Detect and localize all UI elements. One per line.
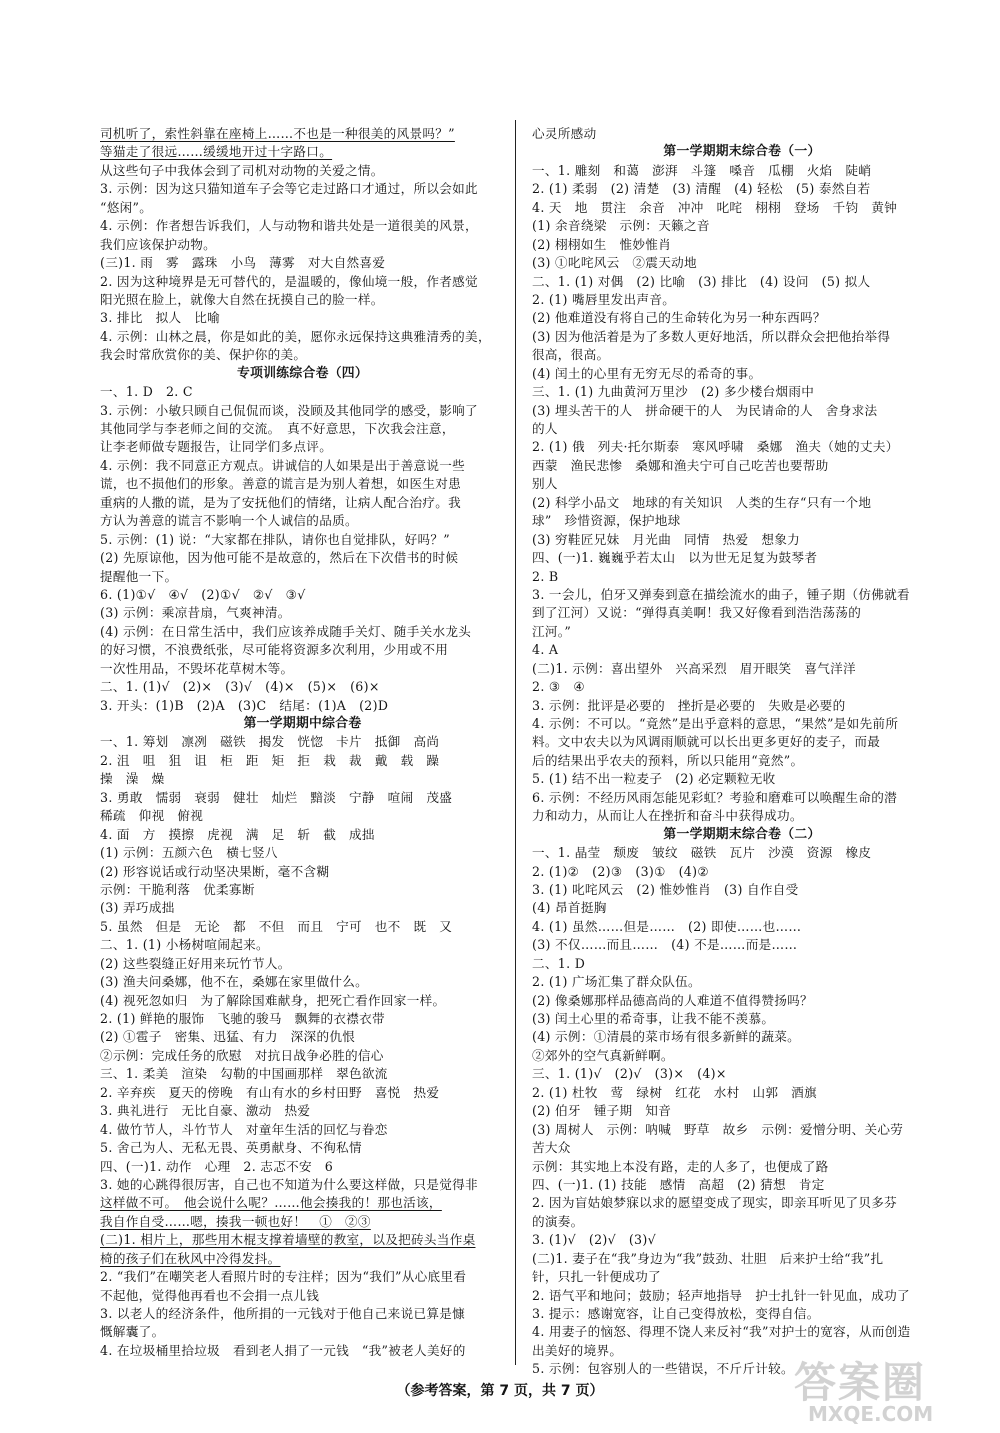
answer-line bbox=[100, 1084, 505, 1102]
answer-line bbox=[100, 918, 505, 936]
answer-text: (4) 闰土的心里有无穷无尽的希奇的事。 bbox=[532, 365, 762, 381]
answer-line bbox=[532, 291, 952, 309]
answer-line bbox=[532, 309, 952, 327]
answer-line bbox=[532, 438, 952, 456]
answer-text: (3) 示例：乘凉昔扇，气爽神清。 bbox=[100, 605, 291, 621]
answer-line bbox=[532, 162, 952, 180]
answer-line bbox=[100, 402, 505, 420]
answer-text: ②示例：完成任务的欣慰 对抗日战争必胜的信心 bbox=[100, 1047, 384, 1063]
answer-text: (3) ①叱咤风云 ②震天动地 bbox=[532, 255, 697, 271]
answer-text: 等猫走了很远……缓缓地开过十字路口。 bbox=[100, 144, 333, 160]
answer-text: (二)1. 妻子在“我”身边为“我”鼓劲、壮胆 后来护士给“我”扎 bbox=[532, 1250, 884, 1266]
answer-line bbox=[532, 254, 952, 272]
answer-line bbox=[532, 273, 952, 291]
answer-line bbox=[532, 1213, 952, 1231]
answer-text: (2) 这些裂缝正好用来玩竹节人。 bbox=[100, 955, 291, 971]
answer-line bbox=[100, 180, 505, 198]
section-heading bbox=[100, 365, 505, 383]
answer-text: 这样做不可。 他会说什么呢？……他会揍我的！那也活该， bbox=[100, 1195, 442, 1211]
answer-text: 二、1. (1)√ (2)× (3)√ (4)× (5)× (6)× bbox=[100, 679, 380, 695]
answer-line bbox=[532, 1139, 952, 1157]
answer-line bbox=[532, 678, 952, 696]
answer-line bbox=[532, 383, 952, 401]
answer-line bbox=[532, 199, 952, 217]
answer-line bbox=[100, 383, 505, 401]
answer-text: (2) 伯牙 锺子期 知音 bbox=[532, 1103, 672, 1119]
answer-text: (3) 埋头苦干的人 拼命硬干的人 为民请命的人 舍身求法 bbox=[532, 402, 878, 418]
answer-line bbox=[100, 1010, 505, 1028]
answer-text: 别人 bbox=[532, 476, 558, 492]
answer-text: 一、1. 雕刻 和蔼 澎湃 斗篷 嗓音 瓜棚 火焰 陡峭 bbox=[532, 162, 872, 178]
answer-line bbox=[532, 1028, 952, 1046]
answer-text: 2. (1) 杜牧 莺 绿树 红花 水村 山郭 酒旗 bbox=[532, 1084, 817, 1100]
column-divider bbox=[515, 120, 516, 1365]
answer-text: 方认为善意的谎言不影响一个人诚信的品质。 bbox=[100, 513, 358, 529]
answer-line bbox=[100, 568, 505, 586]
answer-text: 2. (1) 柔弱 (2) 清楚 (3) 清醒 (4) 轻松 (5) 泰然自若 bbox=[532, 181, 871, 197]
answer-line bbox=[532, 936, 952, 954]
answer-line bbox=[532, 346, 952, 364]
answer-text: 我会时常欣赏你的美、保护你的美。 bbox=[100, 347, 307, 363]
answer-text: 5. 虽然 但是 无论 都 不但 而且 宁可 也不 既 又 bbox=[100, 918, 453, 934]
answer-text: (2) ①雹子 密集、迅猛、有力 深深的仇恨 bbox=[100, 1029, 356, 1045]
answer-line bbox=[100, 863, 505, 881]
answer-line bbox=[532, 328, 952, 346]
answer-line bbox=[532, 1065, 952, 1083]
answer-line bbox=[100, 1102, 505, 1120]
answer-line bbox=[532, 918, 952, 936]
answer-text: 稀疏 仰视 俯视 bbox=[100, 808, 204, 824]
answer-line bbox=[532, 697, 952, 715]
answer-text: 三、1. 柔美 渲染 勾勒的中国画那样 翠色欲流 bbox=[100, 1066, 388, 1082]
answer-text: 4. 在垃圾桶里拾垃圾 看到老人捐了一元钱 “我”被老人美好的 bbox=[100, 1342, 466, 1358]
answer-text: 4. 天 地 贯注 余音 冲冲 叱咤 栩栩 登场 千钧 黄钟 bbox=[532, 199, 898, 215]
answer-line bbox=[532, 770, 952, 788]
answer-line bbox=[532, 420, 952, 438]
answer-line bbox=[100, 273, 505, 291]
answer-line bbox=[532, 1250, 952, 1268]
answer-line bbox=[532, 1047, 952, 1065]
answer-line bbox=[100, 438, 505, 456]
answer-text: 的好习惯，不浪费纸张，尽可能将资源多次利用，少用或不用 bbox=[100, 642, 449, 658]
answer-line bbox=[100, 475, 505, 493]
answer-line bbox=[532, 549, 952, 567]
answer-text: 料。文中农夫以为风调雨顺就可以长出更多更好的麦子，而最 bbox=[532, 734, 881, 750]
answer-line bbox=[532, 1158, 952, 1176]
answer-line bbox=[100, 826, 505, 844]
answer-text: (3) 渔夫问桑娜，他不在，桑娜在家里做什么。 bbox=[100, 974, 369, 990]
answer-line bbox=[100, 512, 505, 530]
answer-line bbox=[100, 733, 505, 751]
answer-text: 针，只扎一针便成功了 bbox=[532, 1269, 661, 1285]
answer-text: 我们应该保护动物。 bbox=[100, 236, 217, 252]
answer-line bbox=[532, 807, 952, 825]
answer-line bbox=[100, 549, 505, 567]
answer-text: 5. 示例：(1) 说：“大家都在排队，请你也自觉排队，好吗？” bbox=[100, 531, 450, 547]
answer-text: 椅的孩子们在秋风中冷得发抖。 bbox=[100, 1250, 281, 1266]
answer-text: 司机听了，索性斜靠在座椅上……不也是一种很美的风景吗？” bbox=[100, 126, 455, 141]
answer-line bbox=[100, 1268, 505, 1286]
answer-text: (二)1. 相片上，那些用木棍支撑着墙壁的教室，以及把砖头当作桌 bbox=[100, 1232, 476, 1248]
answer-text: 2. (1) 鲜艳的服饰 飞驰的骏马 飘舞的衣襟衣带 bbox=[100, 1011, 385, 1026]
answer-text: 三、1. (1) 九曲黄河万里沙 (2) 多少楼台烟雨中 bbox=[532, 384, 815, 400]
answer-line bbox=[100, 604, 505, 622]
answer-line bbox=[532, 1121, 952, 1139]
answer-line bbox=[100, 973, 505, 991]
answer-text: (二)1. 示例：喜出望外 兴高采烈 眉开眼笑 喜气洋洋 bbox=[532, 660, 856, 676]
answer-line bbox=[100, 328, 505, 346]
answer-text: 6. 示例：不经历风雨怎能见彩虹？考验和磨难可以唤醒生命的潜 bbox=[532, 789, 898, 805]
answer-text: 2. 因为盲姑娘梦寐以求的愿望变成了现实，即亲耳听见了贝多芬 bbox=[532, 1195, 898, 1211]
page-footer: （参考答案，第 7 页，共 7 页） bbox=[396, 1383, 604, 1399]
answer-text: (4) 示例：①清晨的菜市场有很多新鲜的蔬菜。 bbox=[532, 1029, 801, 1045]
answer-line bbox=[532, 217, 952, 235]
answer-line bbox=[532, 1323, 952, 1341]
watermark-url: MXQE.COM bbox=[808, 1402, 934, 1426]
answer-line bbox=[100, 844, 505, 862]
answer-line bbox=[100, 1176, 505, 1194]
answer-text: 4. 示例：作者想告诉我们，人与动物和谐共处是一道很美的风景， bbox=[100, 218, 478, 234]
answer-text: 4. 示例：不可以。“竟然”是出乎意料的意思，“果然”是如先前所 bbox=[532, 716, 899, 731]
answer-text: 一、1. 筹划 凛冽 磁铁 揭发 恍惚 卡片 抵御 高尚 bbox=[100, 734, 440, 750]
answer-text: 5. 舍己为人、无私无畏、英勇献身、不徇私情 bbox=[100, 1140, 362, 1156]
answer-line bbox=[100, 1028, 505, 1046]
answer-text: 三、1. (1)√ (2)√ (3)× (4)× bbox=[532, 1066, 727, 1082]
answer-text: 2. “我们”在嘲笑老人看照片时的专注样；因为“我们”从心底里看 bbox=[100, 1269, 467, 1285]
answer-text: 我自作自受……嗯，揍我一顿也好！ ① ②③ bbox=[100, 1213, 371, 1229]
answer-text: (三)1. 雨 雾 露珠 小鸟 薄雾 对大自然喜爱 bbox=[100, 255, 386, 271]
answer-text: 一、1. D 2. C bbox=[100, 384, 193, 400]
answer-line bbox=[532, 1268, 952, 1286]
answer-text: 3. (1)√ (2)√ (3)√ bbox=[532, 1232, 656, 1248]
answer-text: 4. 示例：山林之晨，你是如此的美，愿你永远保持这典雅清秀的美， bbox=[100, 328, 491, 344]
answer-line bbox=[100, 1287, 505, 1305]
answer-text: 西蒙 渔民悲惨 桑娜和渔夫宁可自己吃苦也要帮助 bbox=[532, 457, 829, 473]
answer-line bbox=[100, 346, 505, 364]
answer-line bbox=[100, 1121, 505, 1139]
answer-line bbox=[532, 641, 952, 659]
answer-line bbox=[532, 1084, 952, 1102]
answer-text: 3. 示例：小敏只顾自己侃侃而谈，没顾及其他同学的感受，影响了 bbox=[100, 402, 478, 418]
answer-line bbox=[532, 1287, 952, 1305]
section-heading bbox=[100, 715, 505, 733]
answer-line bbox=[100, 1065, 505, 1083]
answer-text: 2. (1)② (2)③ (3)① (4)② bbox=[532, 863, 709, 879]
answer-text: 2. (1) 俄 列夫·托尔斯泰 寒风呼啸 桑娜 渔夫（她的丈夫） bbox=[532, 439, 899, 455]
answer-line bbox=[532, 973, 952, 991]
answer-text: 一次性用品，不毁坏花草树木等。 bbox=[100, 660, 294, 676]
answer-line bbox=[532, 402, 952, 420]
answer-text: (2) 形容说话或行动坚决果断，毫不含糊 bbox=[100, 863, 330, 879]
answer-line bbox=[532, 789, 952, 807]
answer-line bbox=[100, 309, 505, 327]
answer-line bbox=[532, 1176, 952, 1194]
answer-line bbox=[532, 881, 952, 899]
answer-line bbox=[100, 1250, 505, 1268]
answer-line bbox=[532, 844, 952, 862]
answer-line bbox=[532, 863, 952, 881]
answer-line bbox=[100, 623, 505, 641]
answer-text: ②郊外的空气真新鲜啊。 bbox=[532, 1047, 674, 1063]
answer-text: (3) 闰土心里的希奇事，让我不能不羡慕。 bbox=[532, 1011, 775, 1026]
answer-text: 二、1. (1) 对偶 (2) 比喻 (3) 排比 (4) 设问 (5) 拟人 bbox=[532, 273, 871, 289]
answer-text: (4) 昂首挺胸 bbox=[532, 900, 607, 916]
answer-line bbox=[100, 752, 505, 770]
answer-text: 第一学期期中综合卷 bbox=[243, 716, 362, 731]
answer-text: (2) 他难道没有将自己的生命转化为另一种东西吗？ bbox=[532, 310, 826, 326]
answer-text: 从这些句子中我体会到了司机对动物的关爱之情。 bbox=[100, 162, 384, 178]
answer-line bbox=[532, 715, 952, 733]
answer-line bbox=[100, 1305, 505, 1323]
answer-text: 3. 典礼进行 无比自豪、激动 热爱 bbox=[100, 1103, 311, 1119]
answer-text: 4. A bbox=[532, 642, 559, 658]
answer-line bbox=[532, 1010, 952, 1028]
answer-text: (2) 科学小品文 地球的有关知识 人类的生存“只有一个地 bbox=[532, 494, 872, 510]
answer-text: 示例：干脆利落 优柔寡断 bbox=[100, 881, 255, 897]
answer-line bbox=[100, 1047, 505, 1065]
answer-text: 江河。” bbox=[532, 623, 572, 639]
answer-text: 2. 沮 咀 狙 诅 柜 距 矩 拒 栽 裁 戴 载 躁 bbox=[100, 752, 440, 768]
answer-text: (4) 视死忽如归 为了解除国难献身，把死亡看作回家一样。 bbox=[100, 992, 446, 1008]
answer-text: 2. 因为这种境界是无可替代的，是温暖的，像仙境一般，作者感觉 bbox=[100, 273, 478, 289]
answer-text: (1) 示例：五颜六色 横七竖八 bbox=[100, 845, 278, 861]
answer-line bbox=[532, 1305, 952, 1323]
answer-line bbox=[100, 217, 505, 235]
answer-text: 其他同学与李老师之间的交流。 真不好意思，下次我会注意， bbox=[100, 421, 455, 436]
answer-text: 2. ③ ④ bbox=[532, 679, 585, 695]
answer-line bbox=[100, 789, 505, 807]
answer-text: 出美好的境界。 bbox=[532, 1342, 623, 1358]
answer-line bbox=[100, 899, 505, 917]
answer-text: 4. 用妻子的恼怒、得理不饶人来反衬“我”对护士的宽容，从而创造 bbox=[532, 1324, 911, 1340]
answer-text: 操 澡 燥 bbox=[100, 771, 165, 787]
answer-text: (2) 先原谅他，因为他可能不是故意的，然后在下次借书的时候 bbox=[100, 550, 459, 566]
answer-text: (3) 穷鞋匠兄妹 月光曲 同情 热爱 想象力 bbox=[532, 531, 801, 547]
answer-text: 3. (1) 叱咤风云 (2) 惟妙惟肖 (3) 自作自受 bbox=[532, 881, 799, 897]
answer-text: 3. 她的心跳得很厉害，自己也不知道为什么要这样做，只是觉得非 bbox=[100, 1176, 478, 1192]
answer-text: 6. (1)①√ ④√ (2)①√ ②√ ③√ bbox=[100, 586, 306, 602]
answer-text: 3. 开头：(1)B (2)A (3)C 结尾：(1)A (2)D bbox=[100, 697, 389, 713]
answer-text: 四、(一)1. 巍巍乎若太山 以为世无足复为鼓琴者 bbox=[532, 550, 818, 566]
answer-text: 5. 示例：包容别人的一些错误，不斤斤计较。 bbox=[532, 1361, 794, 1377]
watermark-logo bbox=[768, 1350, 968, 1426]
answer-text: (2) 栩栩如生 惟妙惟肖 bbox=[532, 236, 672, 252]
answer-text: 4. 示例：我不同意正方观点。讲诚信的人如果是出于善意说一些 bbox=[100, 457, 466, 473]
answer-text: 后的结果出乎农夫的预料，所以只能用“竟然”。 bbox=[532, 752, 804, 768]
answer-text: 4. (1) 虽然……但是…… (2) 即使……也…… bbox=[532, 918, 802, 934]
answer-line bbox=[532, 733, 952, 751]
answer-text: 阳光照在脸上，就像大自然在抚摸自己的脸一样。 bbox=[100, 291, 384, 307]
answer-text: 让李老师做专题报告，让同学们多点评。 bbox=[100, 439, 333, 455]
answer-text: 2. (1) 广场汇集了群众队伍。 bbox=[532, 974, 701, 990]
watermark-title: 答案圈 bbox=[794, 1358, 927, 1407]
answer-text: 到了江河）又说：“弹得真美啊！我又好像看到浩浩荡荡的 bbox=[532, 605, 862, 621]
answer-line bbox=[100, 1194, 505, 1212]
answer-line bbox=[532, 752, 952, 770]
answer-text: 一、1. 晶莹 颓废 皱纹 磁铁 瓦片 沙漠 资源 橡皮 bbox=[532, 845, 872, 861]
answer-text: 苦大众 bbox=[532, 1140, 571, 1156]
answer-line bbox=[100, 1342, 505, 1360]
answer-line bbox=[100, 254, 505, 272]
answer-line bbox=[532, 660, 952, 678]
answer-text: (2) 像桑娜那样品德高尚的人难道不值得赞扬吗？ bbox=[532, 992, 813, 1008]
right-column bbox=[532, 125, 952, 1379]
section-heading bbox=[532, 143, 952, 161]
answer-line bbox=[100, 199, 505, 217]
answer-line bbox=[100, 586, 505, 604]
answer-line bbox=[532, 568, 952, 586]
answer-line bbox=[100, 936, 505, 954]
answer-text: (3) 弄巧成拙 bbox=[100, 900, 175, 916]
answer-line bbox=[532, 586, 952, 604]
answer-text: 5. (1) 结不出一粒麦子 (2) 必定颗粒无收 bbox=[532, 771, 776, 787]
answer-line bbox=[100, 641, 505, 659]
answer-line bbox=[100, 143, 505, 161]
answer-text: 2. B bbox=[532, 568, 559, 584]
answer-text: (3) 周树人 示例：呐喊 野草 故乡 示例：爱憎分明、关心劳 bbox=[532, 1121, 904, 1137]
answer-line bbox=[532, 531, 952, 549]
answer-line bbox=[100, 236, 505, 254]
answer-text: 4. 面 方 摸擦 虎视 满 足 斩 截 成拙 bbox=[100, 826, 375, 842]
answer-line bbox=[532, 475, 952, 493]
answer-text: (1) 余音绕梁 示例：天籁之音 bbox=[532, 218, 710, 234]
answer-text: 提醒他一下。 bbox=[100, 568, 178, 584]
answer-line bbox=[532, 125, 952, 143]
answer-line bbox=[100, 420, 505, 438]
answer-text: 3. 排比 拟人 比喻 bbox=[100, 310, 221, 326]
answer-line bbox=[100, 1139, 505, 1157]
answer-text: 球” 珍惜资源，保护地球 bbox=[532, 513, 681, 529]
answer-line bbox=[532, 992, 952, 1010]
answer-line bbox=[532, 457, 952, 475]
answer-line bbox=[100, 125, 505, 143]
answer-line bbox=[100, 457, 505, 475]
answer-line bbox=[532, 494, 952, 512]
answer-text: (3) 因为他活着是为了多数人更好地活，所以群众会把他抬举得 bbox=[532, 328, 891, 344]
answer-line bbox=[100, 955, 505, 973]
answer-text: 3. 一会儿，伯牙又弹奏到意在描绘流水的曲子，锺子期（仿佛就看 bbox=[532, 586, 910, 602]
answer-line bbox=[100, 531, 505, 549]
answer-line bbox=[100, 770, 505, 788]
answer-text: 示例：其实地上本没有路，走的人多了，也便成了路 bbox=[532, 1158, 829, 1174]
answer-line bbox=[100, 697, 505, 715]
answer-text: 3. 以老人的经济条件，他所捐的一元钱对于他自己来说已算是慷 bbox=[100, 1306, 466, 1321]
answer-line bbox=[532, 180, 952, 198]
answer-text: 二、1. (1) 小杨树喧闹起来。 bbox=[100, 937, 269, 953]
answer-line bbox=[532, 365, 952, 383]
answer-text: 3. 示例：因为这只猫知道车子会等它走过路口才通过，所以会如此 bbox=[100, 181, 478, 197]
answer-line bbox=[100, 678, 505, 696]
answer-line bbox=[100, 807, 505, 825]
answer-text: 的演奏。 bbox=[532, 1213, 584, 1229]
answer-text: 重病的人撒的谎，是为了安抚他们的情绪，让病人配合治疗。我 bbox=[100, 494, 462, 510]
answer-line bbox=[100, 1213, 505, 1231]
answer-text: 2. 辛弃疾 夏天的傍晚 有山有水的乡村田野 喜悦 热爱 bbox=[100, 1084, 440, 1100]
answer-text: 四、(一)1. 动作 心理 2. 志忑不安 6 bbox=[100, 1158, 334, 1174]
answer-text: 第一学期期末综合卷（一） bbox=[663, 144, 821, 160]
answer-text: 心灵所感动 bbox=[532, 126, 597, 141]
answer-line bbox=[532, 1194, 952, 1212]
answer-text: 4. 做竹节人，斗竹节人 对童年生活的回忆与眷恋 bbox=[100, 1121, 388, 1137]
answer-text: 谎，也不损他们的形象。善意的谎言是为别人着想，如医生对患 bbox=[100, 476, 462, 492]
answer-line bbox=[100, 992, 505, 1010]
answer-text: 2. 语气平和地问；鼓励；轻声地指导 护士扎针一针见血，成功了 bbox=[532, 1287, 910, 1303]
left-column bbox=[100, 125, 505, 1360]
answer-text: 专项训练综合卷（四） bbox=[237, 365, 368, 381]
answer-text: 3. 示例：批评是必要的 挫折是必要的 失败是必要的 bbox=[532, 697, 846, 713]
section-heading bbox=[532, 826, 952, 844]
answer-text: 3. 勇敢 懦弱 衰弱 健壮 灿烂 黯淡 宁静 喧闹 茂盛 bbox=[100, 789, 453, 805]
answer-line bbox=[100, 291, 505, 309]
answer-text: 2. (1) 嘴唇里发出声音。 bbox=[532, 291, 676, 307]
answer-line bbox=[100, 1323, 505, 1341]
answer-line bbox=[532, 604, 952, 622]
answer-text: 很高，很高。 bbox=[532, 347, 610, 363]
answer-text: 四、(一)1. (1) 技能 感情 高超 (2) 猜想 肯定 bbox=[532, 1176, 825, 1192]
answer-text: (4) 示例：在日常生活中，我们应该养成随手关灯、随手关水龙头 bbox=[100, 623, 472, 639]
answer-text: 第一学期期末综合卷（二） bbox=[663, 826, 821, 842]
answer-text: (3) 不仅……而且…… (4) 不是……而是…… bbox=[532, 937, 798, 953]
answer-text: 的人 bbox=[532, 421, 558, 436]
answer-line bbox=[532, 623, 952, 641]
answer-line bbox=[100, 162, 505, 180]
answer-text: “悠闲”。 bbox=[100, 199, 153, 215]
answer-line bbox=[100, 494, 505, 512]
answer-text: 慨解囊了。 bbox=[100, 1324, 165, 1340]
answer-line bbox=[532, 236, 952, 254]
answer-line bbox=[532, 955, 952, 973]
answer-line bbox=[532, 1231, 952, 1249]
answer-line bbox=[100, 660, 505, 678]
answer-line bbox=[532, 1102, 952, 1120]
answer-text: 二、1. D bbox=[532, 955, 586, 971]
answer-line bbox=[100, 881, 505, 899]
answer-text: 3. 提示：感谢宽容，让自己变得放松，变得自信。 bbox=[532, 1306, 820, 1321]
answer-line bbox=[100, 1158, 505, 1176]
answer-line bbox=[532, 512, 952, 530]
answer-text: 力和动力，从而让人在挫折和奋斗中获得成功。 bbox=[532, 808, 803, 824]
answer-text: 不起他，觉得他再看也不会捐一点儿钱 bbox=[100, 1287, 320, 1303]
answer-line bbox=[532, 899, 952, 917]
answer-line bbox=[100, 1231, 505, 1249]
